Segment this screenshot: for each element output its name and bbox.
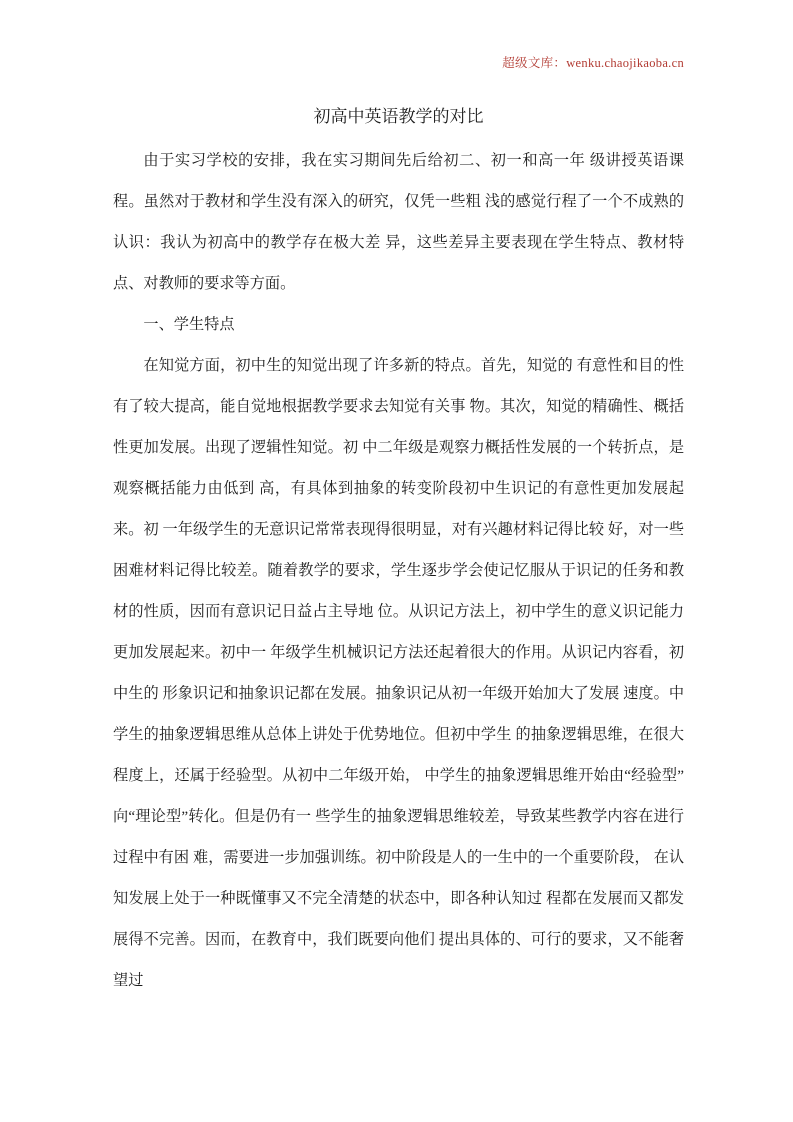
section-heading-student-traits: 一、学生特点 — [143, 316, 235, 334]
document-body — [113, 140, 684, 1001]
paragraph-student-traits: 在知觉方面，初中生的知觉出现了许多新的特点。首先，知觉的 有意性和目的性有了较大提高，能自觉地根据教学要求去知觉有关事 物。其次，知觉的精确性、概括性更加发展。出现了逻辑性知觉。初 中二年级是观察力概括性发展的一个转折点，是观察概括能力由低到 高，有具体到抽象的转变阶段初中生识记的有意性更加发展起来。初 一年级学生的无意识记常常表现得很明显，对有兴趣材料记得比较 好，对一些困难材料记得比较差。随着教学的要求，学生逐步学会使记忆服从于识记的任务和教材的性质，因而有意识记日益占主导地 位。从识记方法上，初中学生的意义识记能力更加发展起来。初中一 年级学生机械识记方法还起着很大的作用。从识记内容看，初中生的 形象识记和抽象识记都在发展。抽象识记从初一年级开始加大了发展 速度。中学生的抽象逻辑思维从总体上讲处于优势地位。但初中学生 的抽象逻辑思维，在很大程度上，还属于经验型。从初中二年级开始， 中学生的抽象逻辑思维开始由“经验型”向“理论型”转化。但是仍有一 些学生的抽象逻辑思维较差，导致某些教学内容在进行过程中有困 难，需要进一步加强训练。初中阶段是人的一生中的一个重要阶段， 在认知发展上处于一种既懂事又不完全清楚的状态中，即各种认知过 程都在发展而又都发展得不完善。因而，在教育中，我们既要向他们 提出具体的、可行的要求，又不能奢望过 — [113, 357, 684, 990]
paragraph-intro: 由于实习学校的安排，我在实习期间先后给初二、初一和高一年 级讲授英语课程。虽然对于教材和学生没有深入的研究，仅凭一些粗 浅的感觉行程了一个不成熟的认识：我认为初高中的教学存在极大差 异，这些差异主要表现在学生特点、教材特点、对教师的要求等方面。 — [113, 152, 684, 293]
watermark-source-link: 超级文库：wenku.chaojikaoba.cn — [502, 56, 684, 70]
page-title: 初高中英语教学的对比 — [313, 107, 484, 126]
